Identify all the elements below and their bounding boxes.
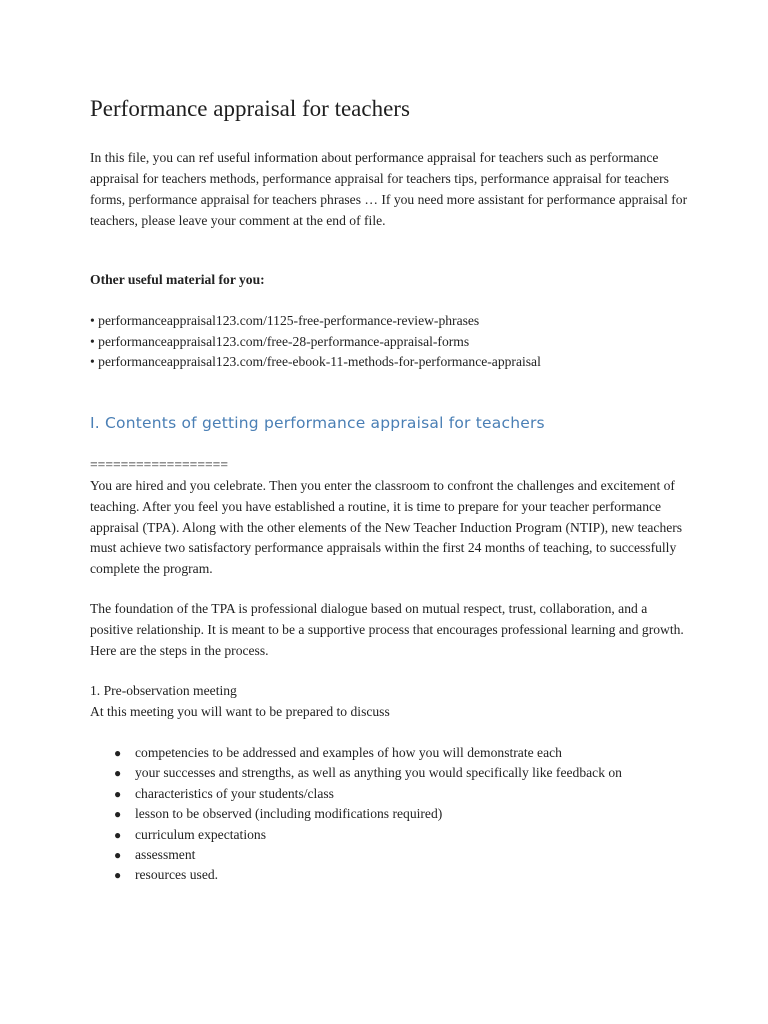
list-item: [90, 845, 622, 865]
bullet-icon: ●: [114, 786, 122, 801]
list-item-text: lesson to be observed (including modifications required): [135, 806, 443, 822]
list-item-text: curriculum expectations: [135, 826, 266, 842]
material-link[interactable]: • performanceappraisal123.com/free-28-performance-appraisal-forms: [90, 333, 470, 349]
separator-line: ==================: [90, 457, 228, 472]
discussion-list: [90, 743, 622, 886]
list-item: [90, 784, 622, 804]
material-link[interactable]: • performanceappraisal123.com/1125-free-performance-review-phrases: [90, 313, 480, 328]
other-material-heading: Other useful material for you:: [90, 272, 265, 287]
list-item-text: assessment: [135, 847, 196, 863]
list-item: [90, 804, 622, 824]
body-paragraph-1: You are hired and you celebrate. Then you enter the classroom to confront the challenges and excitement of teaching. After you feel you have established a routine, it is time to prepare for your teacher performance appraisal (TPA). Along with the other elements of the New Teacher Induction Program (NTIP), new teachers must achieve two satisfactory performance appraisals within the first 24 months of teaching, to successfully complete the program.: [90, 478, 683, 577]
list-item-text: resources used.: [135, 867, 219, 883]
bullet-icon: ●: [114, 766, 122, 781]
bullet-icon: ●: [114, 868, 122, 883]
bullet-icon: ●: [114, 827, 122, 842]
body-paragraph-2: The foundation of the TPA is professional dialogue based on mutual respect, trust, collaboration, and a positive relationship. It is meant to be a supportive process that encourages professional learning and growth. Here are the steps in the process.: [90, 601, 684, 658]
list-item: [90, 865, 622, 885]
step-title: 1. Pre-observation meeting: [90, 683, 237, 698]
material-link[interactable]: • performanceappraisal123.com/free-ebook-11-methods-for-performance-appraisal: [90, 354, 541, 369]
list-item: [90, 825, 622, 845]
bullet-icon: ●: [114, 746, 122, 760]
bullet-icon: ●: [114, 807, 122, 822]
section-heading: I. Contents of getting performance appraisal for teachers: [90, 414, 545, 432]
list-item-text: competencies to be addressed and examples of how you will demonstrate each: [135, 745, 562, 760]
list-item: [90, 743, 622, 763]
page-title: Performance appraisal for teachers: [90, 96, 410, 121]
bullet-icon: ●: [114, 848, 122, 863]
step-description: At this meeting you will want to be prepared to discuss: [90, 704, 390, 719]
intro-paragraph: In this file, you can ref useful information about performance appraisal for teachers such as performance appraisal for teachers methods, performance appraisal for teachers tips, performance appraisal for teachers forms, performance appraisal for teachers phrases … If you need more assistant for performance appraisal for teachers, please leave your comment at the end of file.: [90, 150, 688, 228]
material-links-list: [90, 311, 541, 373]
list-item-text: your successes and strengths, as well as anything you would specifically like feedback on: [135, 765, 622, 781]
list-item-text: characteristics of your students/class: [135, 785, 334, 801]
list-item: [90, 763, 622, 783]
